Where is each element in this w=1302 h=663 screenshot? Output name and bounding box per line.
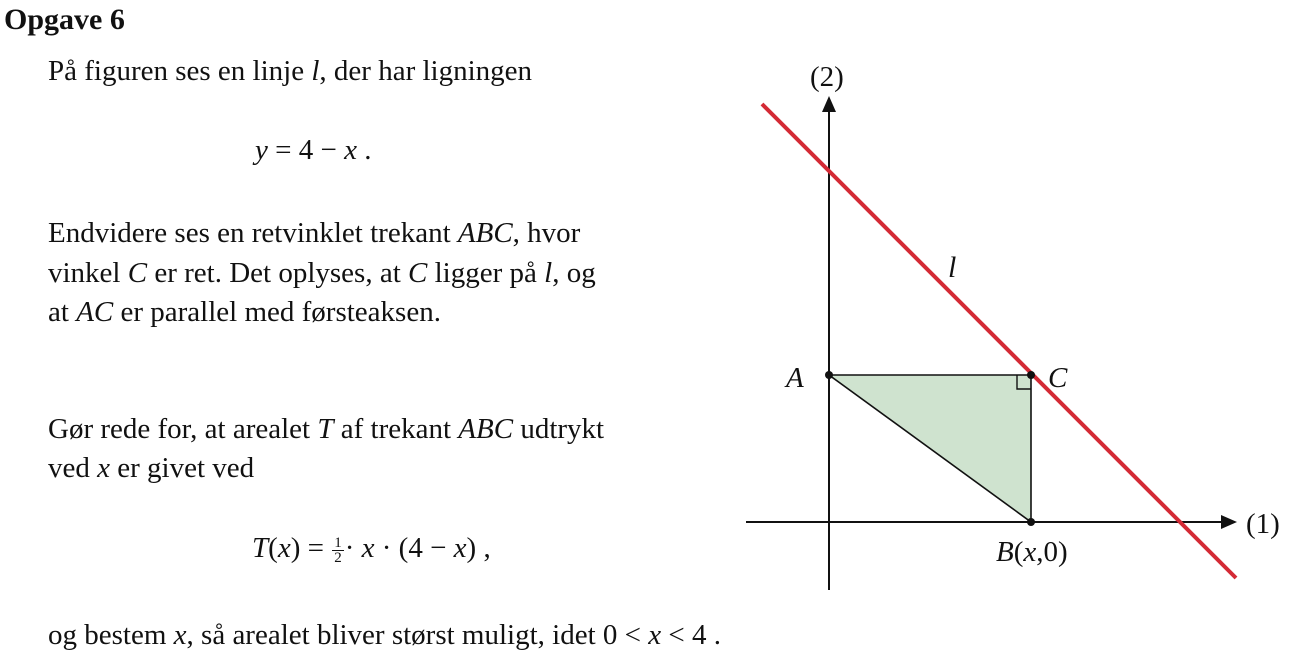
point-b-close: ,0) [1036, 536, 1068, 568]
intro-text-end: , der har ligningen [319, 55, 533, 87]
text: , så arealet bliver størst muligt, idet 0 < [186, 619, 642, 651]
intro-text: På figuren ses en linje [48, 55, 305, 87]
point-c-ref: C [408, 257, 428, 289]
triangle-name: ABC [458, 413, 514, 445]
text: , hvor [512, 217, 581, 249]
triangle-abc [829, 375, 1031, 522]
eq-rhs: = 4 − [275, 134, 337, 166]
line-symbol: l [311, 55, 320, 87]
point-b-x: x [1023, 536, 1037, 568]
eq-end: . [364, 134, 372, 166]
formula-part: · [344, 532, 355, 564]
variable-x: x [173, 619, 187, 651]
text: ligger på [434, 257, 537, 289]
text: at [48, 296, 69, 328]
point-c-label: C [1048, 362, 1068, 394]
eq-var: x [344, 134, 357, 166]
point-c [1027, 371, 1035, 379]
text: vinkel [48, 257, 121, 289]
segment-ac: AC [76, 296, 114, 328]
text: Gør rede for, at arealet [48, 413, 311, 445]
formula-x: x [453, 532, 467, 564]
line-l-label: l [948, 251, 957, 284]
line-l [762, 104, 1236, 578]
text: , og [552, 257, 596, 289]
formula-part: ) = [290, 532, 332, 564]
formula-x: x [361, 532, 375, 564]
point-a-label: A [786, 362, 804, 394]
triangle-name: ABC [457, 217, 513, 249]
variable-x: x [648, 619, 662, 651]
text: < 4 . [668, 619, 721, 651]
text: af trekant [340, 413, 452, 445]
text: er givet ved [117, 452, 255, 484]
eq-lhs: y [255, 134, 268, 166]
formula-x: x [277, 532, 291, 564]
point-c-ref: C [127, 257, 148, 289]
fraction-numerator: 1 [334, 534, 342, 551]
first-axis-arrow [1221, 515, 1237, 529]
fraction-denominator: 2 [334, 549, 342, 566]
point-b [1027, 518, 1035, 526]
second-axis-label: (2) [810, 61, 844, 93]
point-b-letter: B [996, 536, 1014, 568]
text: er parallel med førsteaksen. [120, 296, 441, 328]
formula-part: · (4 − [381, 532, 447, 564]
second-axis-arrow [822, 96, 836, 112]
point-b-open: ( [1013, 536, 1024, 568]
area-symbol: T [317, 413, 334, 445]
text: ved [48, 452, 90, 484]
text: Endvidere ses en retvinklet trekant [48, 217, 451, 249]
first-axis-label: (1) [1246, 508, 1280, 540]
formula-part: ) , [466, 532, 491, 564]
line-symbol: l [544, 257, 553, 289]
text: udtrykt [520, 413, 605, 445]
text: er ret. Det oplyses, at [154, 257, 401, 289]
text: og bestem [48, 619, 167, 651]
exercise-title: Opgave 6 [4, 3, 125, 36]
variable-x: x [97, 452, 110, 484]
formula-part: ( [268, 532, 278, 564]
point-b-label [996, 536, 1068, 568]
formula-t: T [252, 532, 269, 564]
point-a [825, 371, 833, 379]
